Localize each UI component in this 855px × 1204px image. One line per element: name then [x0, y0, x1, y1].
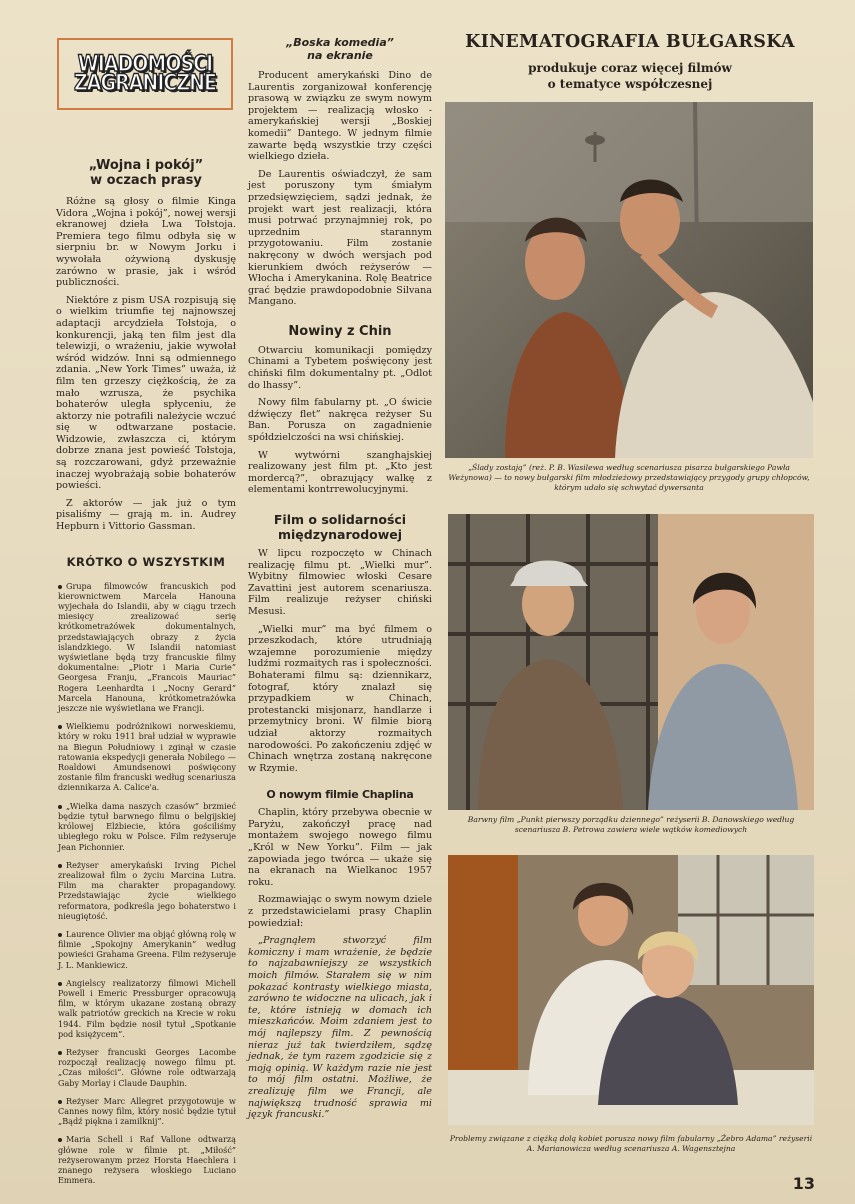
bullet-icon	[58, 864, 62, 868]
column-right	[444, 32, 816, 92]
caption-photo-3: Problemy związane z ciężką dolą kobiet porusza nowy film fabularny „Żebro Adama” reżyserii A. Marianowicza według scenariusza A. Wagensztejna	[449, 1134, 813, 1153]
bullet-icon	[58, 585, 62, 589]
bullet-icon	[58, 1100, 62, 1104]
divine-comedy-subtitle: na ekranie	[307, 49, 373, 62]
divine-comedy-title: „Boska komedia”	[286, 36, 394, 49]
war-peace-paragraph-2: Niektóre z pism USA rozpisują się o wielkim triumfie tej najnowszej adaptacji arcydzieła Tołstoja, o konkurencji, jaką ten film jest dla telewizji, o wrażeniu, jakie wywołał wśród widzów. Inni są odmiennego zdania. „New York Times” uważa, iż film ten grzeszy ciężkością, że za mało wzrusza, że psychika bohaterów uległa spłyceniu, że aktorzy nie potrafili należycie wczuć się w odtwarzane postacie. Widzowie, zwłaszcza ci, którym dobrze znana jest powieść Tołstoja, są rozczarowani, gdyż przeważnie inaczej wyobrażają sobie bohaterów powieści.	[56, 294, 236, 492]
film-still-2-image	[448, 514, 814, 810]
caption-photo-2: Barwny film „Punkt pierwszy porządku dziennego” reżyserii B. Danowskiego według scenariusza B. Petrowa zawiera wiele wątków komediowych	[467, 815, 795, 834]
chaplin-paragraph-2: Rozmawiając o swym nowym dziele z przedstawicielami prasy Chaplin powiedział:	[248, 894, 432, 929]
short-news-item: Laurence Olivier ma objąć główną rolę w filmie „Spokojny Amerykanin” według powieści Grahama Greena. Film reżyseruje J. L. Mankiewicz.	[58, 928, 236, 970]
bulgarian-cinema-subline-1: produkuje coraz więcej filmów	[528, 61, 732, 75]
column-left	[56, 158, 236, 1193]
caption-photo-1: „Ślady zostają” (reż. P. B. Wasilewa według scenariusza pisarza bułgarskiego Pawła Weżynowa) — to nowy bułgarski film młodzieżowy przedstawiający przygody grupy chłopców, którym udało się schwytać dywersanta	[448, 463, 810, 492]
film-still-zebro-adama	[448, 855, 814, 1125]
short-news-item: Reżyser amerykański Irving Pichel zrealizował film o życiu Marcina Lutra. Film ma charakter propagandowy. Przedstawiając życie wielkiego reformatora, podkreśla jego bohaterstwo i nieugiętość.	[58, 859, 236, 921]
short-news-item: Wielkiemu podróżnikowi norweskiemu, który w roku 1911 brał udział w wyprawie na Biegun Południowy i zginął w czasie ratowania ekspedycji generała Nobilego — Roaldowi Amundsenowi poświęcony zostanie film francuski według scenariusza dziennikarza A. Calice'a.	[58, 721, 236, 793]
short-news-item: Maria Schell i Raf Vallone odtwarzą główne role w filmie pt. „Miłość” reżyserowanym przez Horsta Haechlera i znanego reżysera włoskiego Luciano Emmera.	[58, 1134, 236, 1186]
divine-comedy-paragraph-1: Producent amerykański Dino de Laurentis zorganizował konferencję prasową w związku ze swym nowym projektem — realizacją włosko - amerykańskiej wersji „Boskiej komedii” Dantego. W jednym filmie zawarte będą wszystkie trzy części wielkiego dzieła.	[248, 70, 432, 163]
divine-comedy-paragraph-2: De Laurentis oświadczył, że sam jest poruszony tym śmiałym przedsięwzięciem, sądzi jednak, że projekt wart jest realizacji, która musi potrwać przynajmniej rok, po uprzednim starannym przygotowaniu. Film zostanie nakręcony w dwóch wersjach pod kierunkiem dwóch reżyserów — Włocha i Amerykanina. Rolę Beatrice grać będzie prawdopodobnie Silvana Mangano.	[248, 168, 432, 308]
logo-line-1: WIADOMOŚCI	[77, 51, 213, 77]
chaplin-title: O nowym filmie Chaplina	[266, 788, 414, 802]
war-peace-paragraph-3: Z aktorów — jak już o tym pisaliśmy — grają m. in. Audrey Hepburn i Vittorio Gassman.	[56, 497, 236, 533]
war-peace-subtitle: w oczach prasy	[90, 173, 202, 188]
film-still-punkt-pierwszy	[448, 514, 814, 810]
china-news-paragraph-2: Nowy film fabularny pt. „O świcie dźwięczy flet” nakręca reżyser Su Ban. Porusza on zagadnienie spółdzielczości na wsi chińskiej.	[248, 397, 432, 444]
column-middle	[248, 36, 432, 1127]
bullet-icon	[58, 982, 62, 986]
china-news-paragraph-1: Otwarciu komunikacji pomiędzy Chinami a Tybetem poświęcony jest chiński film dokumentalny pt. „Odlot do lhassy”.	[248, 344, 432, 391]
solidarity-title: Film o solidarności	[273, 512, 407, 527]
short-news-item: Reżyser Marc Allegret przygotowuje w Cannes nowy film, który nosić będzie tytuł „Bądź piękna i zamilknij”.	[58, 1095, 236, 1127]
film-still-1-image	[445, 102, 813, 458]
page-number: 13	[792, 1174, 815, 1193]
solidarity-paragraph-1: W lipcu rozpoczęto w Chinach realizację filmu pt. „Wielki mur”. Wybitny filmowiec włoski Cesare Zavattini jest autorem scenariusza. Film realizuje reżyser chiński Mesusi.	[248, 548, 432, 617]
short-news-item: „Wielka dama naszych czasów” brzmieć będzie tytuł barwnego filmu o belgijskiej królowej Elżbiecie, która gościliśmy ubiegłego roku w Polsce. Film reżyseruje Jean Pichonnier.	[58, 800, 236, 852]
bullet-icon	[58, 933, 62, 937]
war-peace-title: „Wojna i pokój”	[88, 158, 204, 173]
china-news-title: Nowiny z Chin	[288, 323, 392, 339]
short-news-title: KRÓTKO O WSZYSTKIM	[66, 554, 226, 569]
bullet-icon	[58, 1138, 62, 1142]
bullet-icon	[58, 805, 62, 809]
bullet-icon	[58, 725, 62, 729]
china-news-paragraph-3: W wytwórni szanghajskiej realizowany jest film pt. „Kto jest mordercą?”, obrazujący walkę z elementami kontrrewolucyjnymi.	[248, 449, 432, 496]
short-news-list	[56, 581, 236, 1186]
bulgarian-cinema-subline-2: o tematyce współczesnej	[547, 77, 713, 91]
chaplin-quote: „Pragnąłem stworzyć film komiczny i mam wrażenie, że będzie to najzabawniejszy ze wszystkich moich filmów. Starałem się w nim pokazać kontrasty wielkiego miasta, zarówno te widoczne na ulicach, jak i te, które istnieją w domach ich mieszkańców. Moim zdaniem jest to mój najlepszy film. Z pewnością nieraz już tak twierdziłem, sądzę jednak, że tym razem zgodzicie się z moją opinią. W każdym razie nie jest to mój film ostatni. Możliwe, że zrealizuję film we Francji, ale największą trudność sprawia mi język francuski.”	[248, 935, 432, 1121]
chaplin-paragraph-1: Chaplin, który przebywa obecnie w Paryżu, zakończył pracę nad montażem swojego nowego filmu „Król w New Yorku”. Film — jak zapowiada jego twórca — ukaże się na ekranach na Wielkanoc 1957 roku.	[248, 807, 432, 888]
war-peace-paragraph-1: Różne są głosy o filmie Kinga Vidora „Wojna i pokój”, nowej wersji ekranowej dzieła Lwa Tołstoja. Premiera tego filmu odbyła się w sierpniu br. w Nowym Jorku i wywołała ożywioną dyskusję zarówno w prasie, jak i wśród publiczności.	[56, 196, 236, 289]
bullet-icon	[58, 1051, 62, 1055]
film-still-slady-zostaja	[445, 102, 813, 458]
bulgarian-cinema-headline: KINEMATOGRAFIA BUŁGARSKA	[465, 32, 795, 52]
solidarity-subtitle: międzynarodowej	[277, 527, 403, 542]
film-still-3-image	[448, 855, 814, 1125]
short-news-item: Reżyser francuski Georges Lacombe rozpoczął realizację nowego filmu pt. „Czas miłości”. Główne role odtwarzają Gaby Morlay i Claude Dauphin.	[58, 1046, 236, 1088]
section-logo	[57, 38, 233, 110]
short-news-item: Angielscy realizatorzy filmowi Michell Powell i Emeric Pressburger opracowują film, w którym ukazane zostaną obrazy walk patriotów greckich na Krecie w roku 1944. Film będzie nosił tytuł „Spotkanie pod księżycem”.	[58, 977, 236, 1039]
logo-line-2: ZAGRANICZNE	[74, 70, 216, 96]
short-news-item: Grupa filmowców francuskich pod kierownictwem Marcela Hanouna wyjechała do Islandii, aby w ciągu trzech miesięcy zrealizować serię krótkometrażówek dokumentalnych, przedstawiających obrazy z życia islandzkiego. W Islandii natomiast wyświetlane będą trzy francuskie filmy dokumentalne: „Piotr i Maria Curie” Georgesa Franju, „Francois Mauriac” Rogera Leenhardta i „Nocny Gerard” Marcela Hanouna, krótkometrażówka jeszcze nie wyświetlana we Francji.	[58, 580, 236, 714]
solidarity-paragraph-2: „Wielki mur” ma być filmem o przeszkodach, które utrudniają wzajemne porozumienie między ludźmi rozmaitych ras i społeczności. Bohaterami filmu są: dziennikarz, fotograf, który znalazł się przypadkiem w Chinach, protestancki misjonarz, handlarze i przemytnicy broni. W filmie biorą udział aktorzy rozmaitych narodowości. Po zakończeniu zdjęć w Chinach wnętrza zostaną nakręcone w Rzymie.	[248, 623, 432, 774]
